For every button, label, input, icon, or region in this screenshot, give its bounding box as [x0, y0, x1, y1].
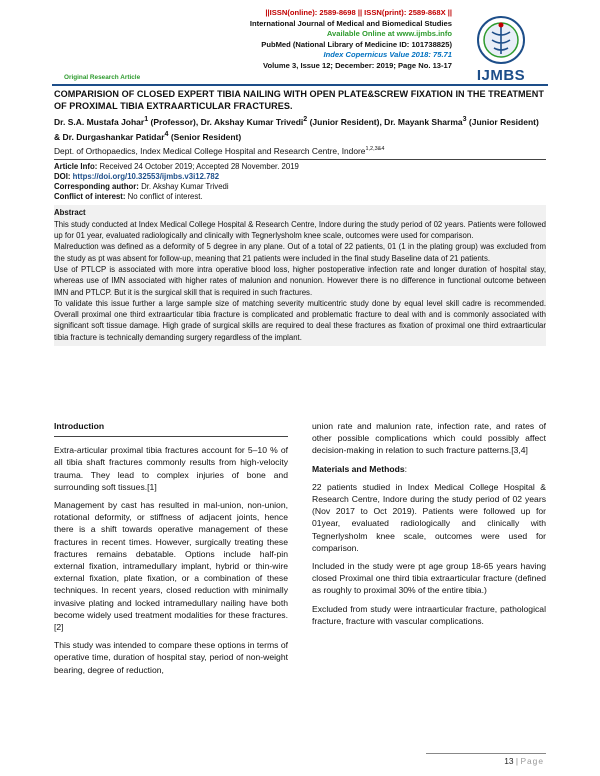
intro-paragraph: This study was intended to compare these options in terms of operative time, duration of hospital stay, period of non-weight bearing, degree of reduction,: [54, 640, 288, 675]
corr-value: Dr. Akshay Kumar Trivedi: [138, 182, 229, 192]
doi-label: DOI:: [54, 171, 71, 181]
abstract-paragraph: Use of PTLCP is associated with more intra operative blood loss, higher postoperative infection rate and longer duration of hospital stay, whereas use of IMN associated with higher rates of malunion and nonunion. However there is no difference in functional outcome between IMN and PTLCP. But it is the surgical skill that is required in such fractures.: [54, 264, 546, 297]
article-info-label: Article Info:: [54, 161, 98, 171]
page-footer: [504, 756, 544, 766]
left-column: [54, 420, 288, 682]
volume-info: Volume 3, Issue 12; December: 2019; Page No. 13-17: [263, 60, 452, 70]
footer-separator: |: [513, 756, 521, 766]
corr-label: Corresponding author:: [54, 182, 139, 192]
abstract-heading: Abstract: [54, 208, 86, 218]
journal-info: [72, 8, 452, 72]
page-number: 13: [504, 756, 514, 766]
intro-continued-paragraph: union rate and malunion rate, infection rate, and rates of other possible complications which could possibly affect decision-making in relation to such fracture patterns.[3,4]: [312, 421, 546, 456]
issn-line: ||ISSN(online): 2589-8698 || ISSN(print): 2589-868X ||: [265, 8, 452, 17]
available-online[interactable]: Available Online at www.ijmbs.info: [326, 29, 452, 39]
article-info-row: [54, 162, 546, 172]
methods-heading: Materials and Methods: [312, 463, 405, 474]
conflict-row: [54, 192, 546, 202]
intro-paragraph: Extra-articular proximal tibia fractures account for 5–10 % of all tibia shaft fractures commonly results from high-velocity trauma. They lead to complex injuries of bone and surrounding soft tissues.[1]: [54, 445, 288, 492]
journal-logo: [464, 14, 538, 84]
journal-header: [0, 8, 600, 84]
methods-heading-row: [312, 463, 546, 475]
index-copernicus: Index Copernicus Value 2018: 75.71: [323, 50, 452, 60]
doi-row: [54, 172, 546, 182]
page-word: Page: [520, 756, 544, 766]
article-meta: [54, 162, 546, 203]
article-info-value: Received 24 October 2019; Accepted 28 November. 2019: [97, 161, 299, 171]
methods-paragraph: 22 patients studied in Index Medical College Hospital & Research Centre, Indore during the study period of 02 years (Nov 2017 to Oct 2019). Patients were followed up for 01year, evaluated radiologically and clinically with Tegnerlysholm knee scale, outcomes were used for comparison.: [312, 481, 546, 553]
intro-paragraph: Management by cast has resulted in mal-union, non-union, rotational deformity, or stiffness of adjacent joints, hence there is a shift towards operative management of these fractures in recent times. However, surgically treating these fractures remains debatable. Options include half-pin external fixation, intramedullary implant, hybrid or thin-wire external fixation, plate fixation, or a combination of these techniques. In recent years, closed reduction with minimally invasive plating and locked intramedullary nailing have both become widely used treatment modalities for these fractures.[2]: [54, 500, 288, 633]
logo-text: IJMBS: [476, 67, 526, 84]
doi-link[interactable]: https://doi.org/10.32553/ijmbs.v3i12.782: [70, 171, 220, 181]
corresponding-author-row: [54, 182, 546, 192]
right-column: [312, 420, 546, 633]
abstract-paragraph: This study conducted at Index Medical College Hospital & Research Centre, Indore during the study period of 02 years. Patients were followed up for 01 year, evaluated radiologically and clinically with Tegnerlysholm knee scale, outcomes were used for comparison.: [54, 219, 546, 241]
conflict-label: Conflict of interest:: [54, 192, 126, 202]
introduction-heading: Introduction: [54, 421, 105, 431]
author-list: Dr. S.A. Mustafa Johar$^1$ (Professor), Dr. Akshay Kumar Trivedi$^2$ (Junior Resident), Dr. Mayank Sharma$^3$ (Junior Resident) & Dr. Durgashankar Patidar$^4$ (Senior Resident): [54, 114, 539, 142]
article-front-matter: [54, 88, 546, 346]
section-rule: [54, 436, 288, 437]
pubmed-id: PubMed (National Library of Medicine ID: 101738825): [261, 39, 452, 49]
methods-paragraph: Included in the study were pt age group 18-65 years having closed Proximal one third tibia extraarticular fracture (defined as roughly to proximal 30% of the entire tibia.): [312, 561, 546, 596]
abstract-section: [54, 205, 546, 346]
methods-colon: :: [404, 463, 408, 474]
conflict-value: No conflict of interest.: [125, 192, 203, 202]
logo-emblem-icon: [464, 14, 538, 66]
methods-paragraph: Excluded from study were intraarticular fracture, pathological fracture, fracture with vascular complications.: [312, 603, 546, 626]
article-type-label: Original Research Article: [64, 74, 141, 81]
footer-rule: [426, 753, 546, 754]
journal-name: International Journal of Medical and Biomedical Studies: [249, 18, 452, 28]
abstract-paragraph: To validate this issue further a large sample size of matching severity multicentric study done by equal level skill cadre is recommended. Overall proximal one third extraarticular tibia fracture is complicated and problematic fracture to deal with and is commonly associated with significant soft tissue damage. High grade of surgical skills are required to deal these fractures as fixation of proximal one third extraarticular tibia fracture is technically demanding surgery regardless of the implant.: [54, 298, 546, 342]
header-divider: [52, 84, 548, 86]
abstract-paragraph: Malreduction was defined as a deformity of 5 degree in any plane. Out of a total of 22 patients, 01 (1 in the plating group) was excluded from the study as pt was absent for follow-up, meaning that 21 patients were included in the final study Baseline data of 21 patients.: [54, 242, 546, 263]
article-title: COMPARISION OF CLOSED EXPERT TIBIA NAILING WITH OPEN PLATE&SCREW FIXATION IN THE TREATMENT OF PROXIMAL TIBIA EXTRAARTICULAR FRACTURES.: [54, 89, 545, 112]
affiliation: Dept. of Orthopaedics, Index Medical College Hospital and Research Centre, Indore$^{1,2,3\&4}$: [54, 143, 546, 160]
